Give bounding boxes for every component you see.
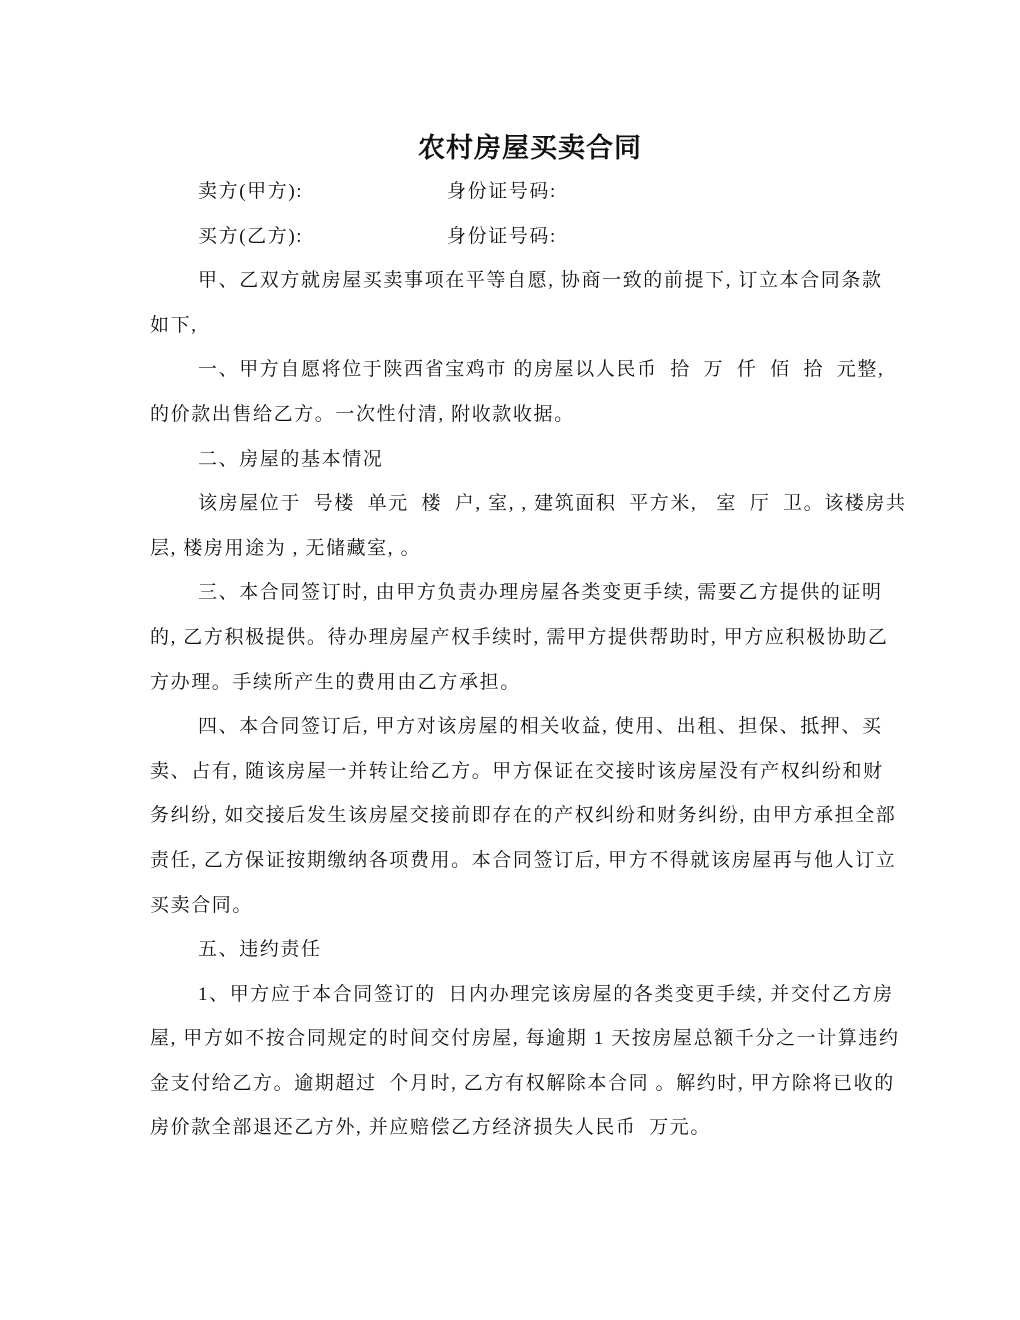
document-title: 农村房屋买卖合同 [418, 133, 642, 163]
doc-line: 屋, 甲方如不按合同规定的时间交付房屋, 每逾期 1 天按房屋总额千分之一计算违约 [150, 1028, 900, 1050]
buyer-id-label: 身份证号码: [447, 225, 557, 247]
doc-line: 的价款出售给乙方。一次性付清, 附收款收据。 [150, 403, 575, 425]
doc-line: 二、房屋的基本情况 [198, 448, 384, 470]
party-line-buyer [150, 215, 910, 260]
doc-line: 四、本合同签订后, 甲方对该房屋的相关收益, 使用、出租、担保、抵押、买 [198, 716, 883, 738]
buyer-role-label: 买方(乙方): [198, 225, 304, 247]
document-body [150, 170, 910, 1151]
doc-line: 卖、占有, 随该房屋一并转让给乙方。甲方保证在交接时该房屋没有产权纠纷和财 [150, 760, 884, 782]
doc-line: 层, 楼房用途为 , 无储藏室, 。 [150, 537, 422, 559]
doc-line: 该房屋位于 号楼 单元 楼 户, 室, , 建筑面积 平方米, 室 厅 卫。该楼房共 [198, 493, 907, 515]
doc-line: 如下, [150, 314, 198, 336]
doc-line: 买卖合同。 [150, 894, 254, 916]
doc-line: 金支付给乙方。逾期超过 个月时, 乙方有权解除本合同 。解约时, 甲方除将已收的 [150, 1072, 895, 1094]
seller-role-label: 卖方(甲方): [198, 181, 304, 202]
doc-line: 三、本合同签订时, 由甲方负责办理房屋各类变更手续, 需要乙方提供的证明 [198, 582, 883, 604]
doc-line: 方办理。手续所产生的费用由乙方承担。 [150, 671, 521, 693]
doc-line: 务纠纷, 如交接后发生该房屋交接前即存在的产权纠纷和财务纠纷, 由甲方承担全部 [150, 805, 897, 827]
doc-line: 五、违约责任 [198, 939, 322, 961]
doc-line: 责任, 乙方保证按期缴纳各项费用。本合同签订后, 甲方不得就该房屋再与他人订立 [150, 849, 897, 871]
doc-line: 的, 乙方积极提供。待办理房屋产权手续时, 需甲方提供帮助时, 甲方应积极协助乙 [150, 626, 889, 648]
seller-id-label: 身份证号码: [447, 181, 557, 202]
doc-line: 一、甲方自愿将位于陕西省宝鸡市 的房屋以人民币 拾 万 仟 佰 拾 元整, [198, 359, 885, 381]
doc-line: 1、甲方应于本合同签订的 日内办理完该房屋的各类变更手续, 并交付乙方房 [198, 983, 894, 1005]
party-line-seller [150, 170, 910, 215]
doc-line: 房价款全部退还乙方外, 并应赔偿乙方经济损失人民币 万元。 [150, 1117, 712, 1139]
doc-line: 甲、乙双方就房屋买卖事项在平等自愿, 协商一致的前提下, 订立本合同条款 [198, 270, 883, 292]
